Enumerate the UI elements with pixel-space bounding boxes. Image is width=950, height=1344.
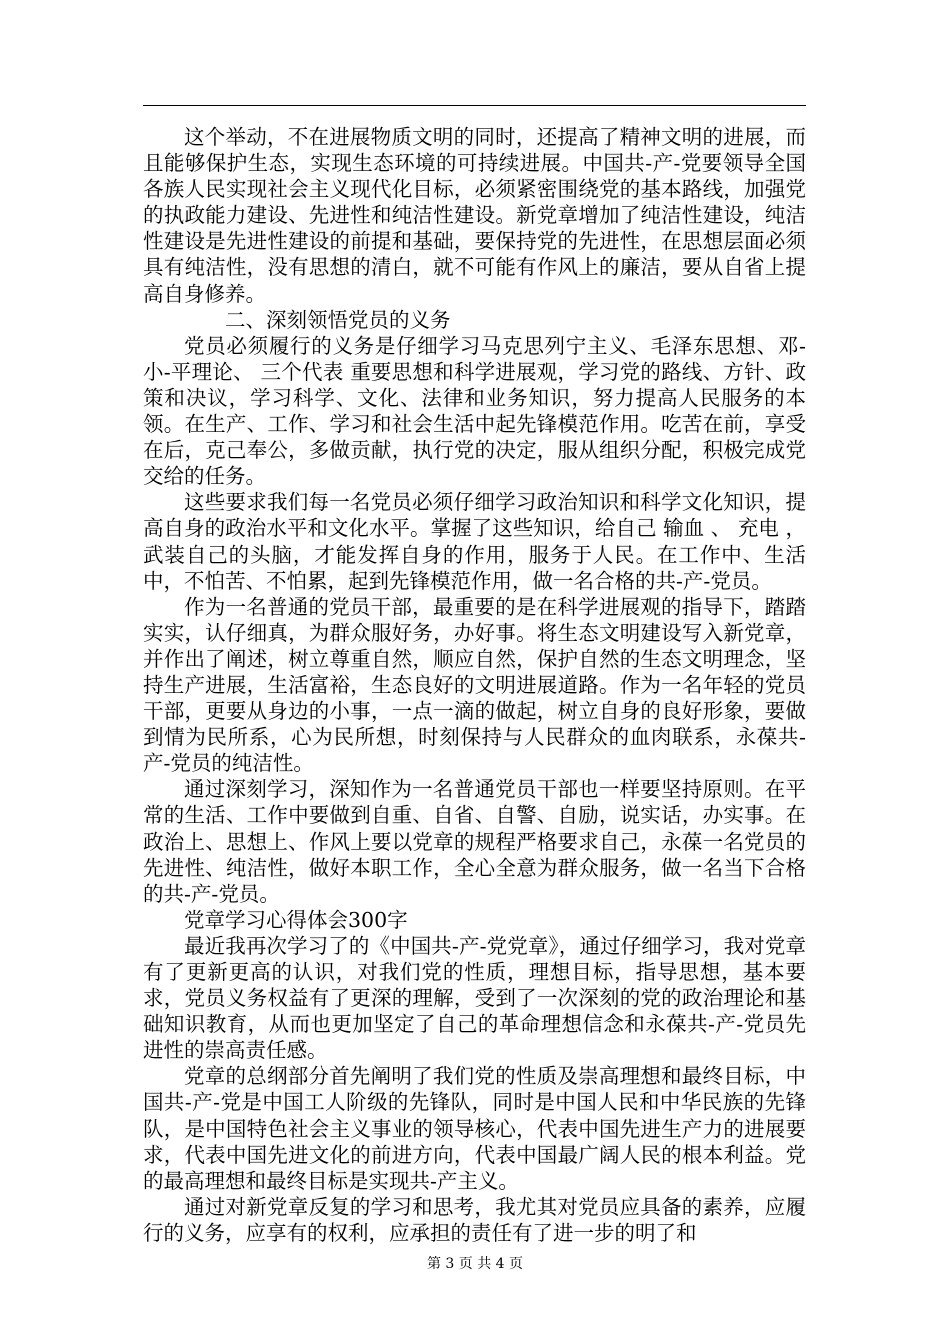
section-heading: 二、深刻领悟党员的义务 [225, 307, 451, 332]
page-number: 第 3 页 共 4 页 [426, 1256, 524, 1272]
paragraph: 通过对新党章反复的学习和思考，我尤其对党员应具备的素养，应履行的义务，应享有的权利，应承担的责任有了进一步的明了和 [143, 1194, 806, 1245]
article-title: 党章学习心得体会300字 [184, 907, 408, 932]
header-rule [143, 105, 806, 106]
paragraph: 通过深刻学习，深知作为一名普通党员干部也一样要坚持原则。在平常的生活、工作中要做到自重、自省、自警、自励，说实话，办实事。在政治上、思想上、作风上要以党章的规程严格要求自己，永葆一名党员的先进性、纯洁性，做好本职工作，全心全意为群众服务，做一名当下合格的共-产-党员。 [143, 777, 806, 906]
paragraph: 最近我再次学习了的《中国共-产-党党章》，通过仔细学习，我对党章有了更新更高的认识，对我们党的性质，理想目标，指导思想，基本要求，党员义务权益有了更深的理解，受到了一次深刻的党的政治理论和基础知识教育，从而也更加坚定了自己的革命理想信念和永葆共-产-党员先进性的崇高责任感。 [143, 933, 806, 1063]
paragraph: 党章的总纲部分首先阐明了我们党的性质及崇高理想和最终目标，中国共-产-党是中国工人阶级的先锋队，同时是中国人民和中华民族的先锋队，是中国特色社会主义事业的领导核心，代表中国先进生产力的进展要求，代表中国先进文化的前进方向，代表中国最广阔人民的根本利益。党的最高理想和最终目标是实现共-产主义。 [143, 1064, 806, 1193]
paragraph: 这个举动，不在进展物质文明的同时，还提高了精神文明的进展，而且能够保护生态，实现生态环境的可持续进展。中国共-产-党要领导全国各族人民实现社会主义现代化目标，必须紧密围绕党的基本路线，加强党的执政能力建设、先进性和纯洁性建设。新党章增加了纯洁性建设，纯洁性建设是先进性建设的前提和基础，要保持党的先进性，在思想层面必须具有纯洁性，没有思想的清白，就不可能有作风上的廉洁，要从自省上提高自身修养。 [143, 125, 806, 306]
document-body [143, 124, 806, 1246]
paragraph: 这些要求我们每一名党员必须仔细学习政治知识和科学文化知识，提高自身的政治水平和文化水平。掌握了这些知识，给自己 输血 、 充电 ，武装自己的头脑，才能发挥自身的作用，服务于人民。在工作中、生活中，不怕苦、不怕累，起到先锋模范作用，做一名合格的共-产-党员。 [143, 490, 806, 593]
paragraph: 党员必须履行的义务是仔细学习马克思列宁主义、毛泽东思想、邓-小-平理论、 三个代表 重要思想和科学进展观，学习党的路线、方针、政策和决议，学习科学、文化、法律和业务知识，努力提高人民服务的本领。在生产、工作、学习和社会生活中起先锋模范作用。吃苦在前，享受在后，克己奉公，多做贡献，执行党的决定，服从组织分配，积极完成党交给的任务。 [143, 333, 806, 489]
paragraph: 作为一名普通的党员干部，最重要的是在科学进展观的指导下，踏踏实实，认仔细真，为群众服好务，办好事。将生态文明建设写入新党章，并作出了阐述，树立尊重自然，顺应自然，保护自然的生态文明理念，坚持生产进展，生活富裕，生态良好的文明进展道路。作为一名年轻的党员干部，更要从身边的小事，一点一滴的做起，树立自身的良好形象，要做到情为民所系，心为民所想，时刻保持与人民群众的血肉联系，永葆共-产-党员的纯洁性。 [143, 594, 806, 776]
